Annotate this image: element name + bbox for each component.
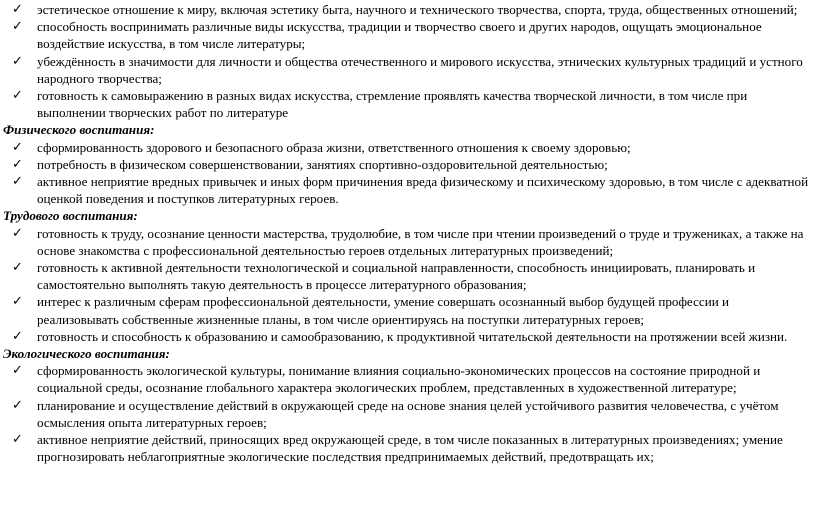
list-item [0, 156, 816, 173]
checkmark-icon: ✓ [12, 328, 23, 344]
list-item-text: способность воспринимать различные виды искусства, традиции и творчество своего и других народов, ощущать эмоциональное воздействие искусства, в том числе литературы; [37, 19, 762, 52]
list-item [0, 173, 816, 207]
section-heading-ecological: Экологического воспитания: [3, 346, 170, 362]
list-item [0, 328, 816, 345]
section-heading-physical: Физического воспитания: [3, 122, 155, 138]
list-item-text: эстетическое отношение к миру, включая эстетику быта, научного и технического творчества, спорта, труда, общественных отношений; [37, 2, 798, 17]
list-item [0, 431, 816, 465]
list-item-text: сформированность экологической культуры, понимание влияния социально-экономических процессов на состояние природной и социальной среды, осознание глобального характера экологических проблем, представленных в художественной литературе; [37, 363, 761, 396]
list-item [0, 293, 816, 327]
list-item [0, 18, 816, 52]
checkmark-icon: ✓ [12, 432, 23, 448]
list-item [0, 397, 816, 431]
checkmark-icon: ✓ [12, 225, 23, 241]
list-item-text: активное неприятие действий, приносящих вред окружающей среде, в том числе показанных в литературных произведениях; умение прогнозировать неблагоприятные экологические последствия предпринимаемых действий, предотвращать их; [37, 432, 783, 465]
checkmark-icon: ✓ [12, 19, 23, 35]
checkmark-icon: ✓ [12, 53, 23, 69]
list-item-text: готовность к труду, осознание ценности мастерства, трудолюбие, в том числе при чтении произведений о труде и тружениках, а также на основе знакомства с профессиональной деятельностью героев отдельных литературных произведений; [37, 225, 804, 258]
list-item-text: планирование и осуществление действий в окружающей среде на основе знания целей устойчивого развития человечества, с учётом осмысления опыта литературных героев; [37, 397, 779, 430]
list-item-text: потребность в физическом совершенствовании, занятиях спортивно-оздоровительной деятельностью; [37, 156, 608, 172]
checkmark-icon: ✓ [12, 88, 23, 104]
list-item-text: сформированность здорового и безопасного образа жизни, ответственного отношения к своему здоровью; [37, 139, 631, 155]
checkmark-icon: ✓ [12, 174, 23, 190]
list-item [0, 1, 816, 18]
checkmark-icon: ✓ [12, 260, 23, 276]
checkmark-icon: ✓ [12, 156, 23, 172]
checkmark-icon: ✓ [12, 139, 23, 155]
list-item-text: готовность к самовыражению в разных видах искусства, стремление проявлять качества творческой личности, в том числе при выполнении творческих работ по литературе [37, 88, 748, 121]
list-item [0, 225, 816, 259]
list-item [0, 53, 816, 87]
list-item [0, 362, 816, 396]
checkmark-icon: ✓ [12, 2, 23, 17]
list-item-text: интерес к различным сферам профессиональной деятельности, умение совершать осознанный выбор будущей профессии и реализовывать собственные жизненные планы, в том числе ориентируясь на поступки литературных героев; [37, 294, 729, 327]
checkmark-icon: ✓ [12, 363, 23, 379]
list-item-text: готовность и способность к образованию и самообразованию, к продуктивной читательской деятельности на протяжении всей жизни. [37, 328, 788, 344]
checkmark-icon: ✓ [12, 397, 23, 413]
list-item-text: активное неприятие вредных привычек и иных форм причинения вреда физическому и психическому здоровью, в том числе с адекватной оценкой поведения и поступков литературных героев. [37, 174, 809, 207]
checkmark-icon: ✓ [12, 294, 23, 310]
section-heading-labor: Трудового воспитания: [3, 208, 138, 224]
list-item [0, 139, 816, 156]
list-item [0, 87, 816, 121]
list-item-text: готовность к активной деятельности технологической и социальной направленности, способность инициировать, планировать и самостоятельно выполнять такую деятельность в процессе литературного образования; [37, 260, 756, 293]
list-item [0, 259, 816, 293]
list-item-text: убеждённость в значимости для личности и общества отечественного и мирового искусства, этнических культурных традиций и устного народного творчества; [37, 53, 803, 86]
